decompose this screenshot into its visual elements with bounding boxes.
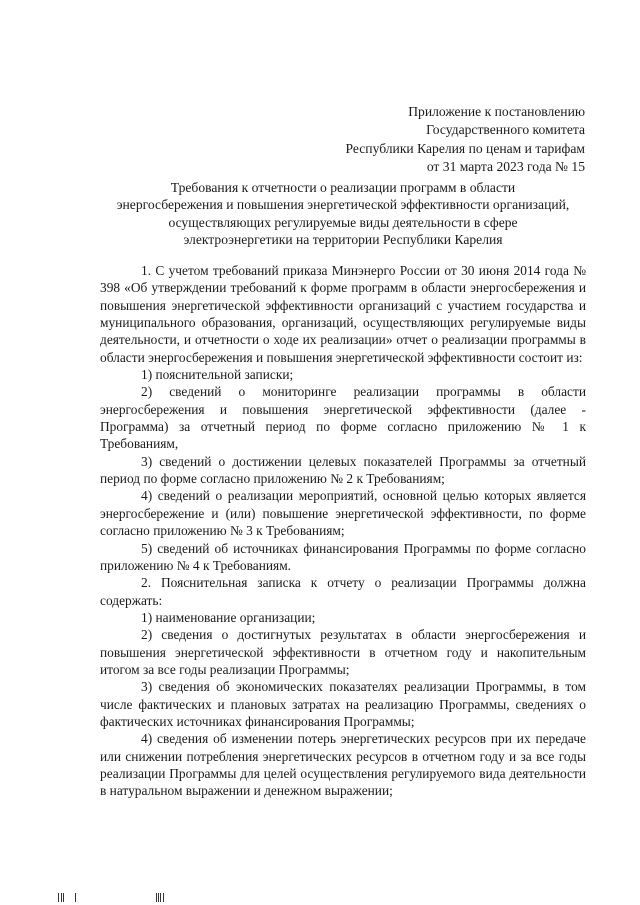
paragraph-section-1: 1. С учетом требований приказа Минэнерго России от 30 июня 2014 года № 398 «Об утверждении требований к форме программ в области энергосбережения и повышения энергетической эффективности организаций с участием государства и муниципального образования, организаций, осуществляющих регулируемые виды деятельности, и отчетности о ходе их реализации» отчет о реализации программы в области энергосбережения и повышения энергетической эффективности состоит из: — [100, 263, 586, 365]
barcode-mark — [63, 893, 64, 902]
list-item-3: 3) сведений о достижении целевых показателей Программы за отчетный период по форме согласно приложению № 2 к Требованиям; — [100, 453, 586, 487]
appendix-header-line: Приложение к постановлению — [408, 104, 585, 119]
barcode-mark — [156, 893, 157, 902]
list-item-1: 1) наименование организации; — [141, 609, 316, 625]
barcode-mark — [163, 893, 164, 902]
paragraph-section-2: 2. Пояснительная записка к отчету о реализации Программы должна содержать: — [100, 575, 586, 608]
list-item-4: 4) сведений о реализации мероприятий, основной целью которых является энергосбережение и (или) повышение энергетической эффективности, по форме согласно приложению № 3 к Требованиям; — [100, 488, 586, 539]
list-item-2: 2) сведений о мониторинге реализации программы в области энергосбережения и повышения энергетической эффективности (далее - Программа) за отчетный период по форме согласно приложению № 1 к Требованиям, — [100, 384, 586, 452]
appendix-header-line: от 31 марта 2023 года № 15 — [426, 159, 585, 175]
document-title-line: Требования к отчетности о реализации программ в области — [170, 180, 516, 195]
list-item-5: 5) сведений об источниках финансирования Программы по форме согласно приложению № 4 к Требованиям. — [100, 540, 586, 573]
scan-barcode-marks — [0, 893, 640, 905]
appendix-header-line: Республики Карелия по ценам и тарифам — [345, 140, 585, 156]
appendix-header-line: Государственного комитета — [426, 122, 585, 138]
document-title — [100, 179, 586, 249]
barcode-mark — [58, 893, 59, 902]
barcode-mark — [160, 893, 161, 902]
barcode-mark — [61, 893, 62, 902]
document-title-line: энергосбережения и повышения энергетической эффективности организаций, — [116, 197, 570, 213]
list-item-4: 4) сведения об изменении потерь энергетических ресурсов при их передаче или снижении потребления энергетических ресурсов в отчетном году и за все годы реализации Программы для целей осуществления регулируемого вида деятельности в натуральном выражении и денежном выражении; — [100, 731, 586, 799]
document-title-line: электроэнергетики на территории Республики Карелия — [183, 232, 503, 248]
barcode-mark — [158, 893, 159, 902]
list-item-1: 1) пояснительной записки; — [141, 367, 294, 383]
appendix-header — [346, 103, 585, 177]
document-title-line: осуществляющих регулируемые виды деятельности в сфере — [168, 214, 518, 230]
list-item-2: 2) сведения о достигнутых результатах в области энергосбережения и повышения энергетической эффективности в отчетном году и накопительным итогом за все годы реализации Программы; — [100, 627, 586, 677]
document-body — [100, 262, 586, 800]
barcode-mark — [75, 893, 76, 902]
list-item-3: 3) сведения об экономических показателях реализации Программы, в том числе фактических и плановых затратах на реализацию Программы, сведениях о фактических источниках финансирования Программы; — [100, 679, 586, 729]
